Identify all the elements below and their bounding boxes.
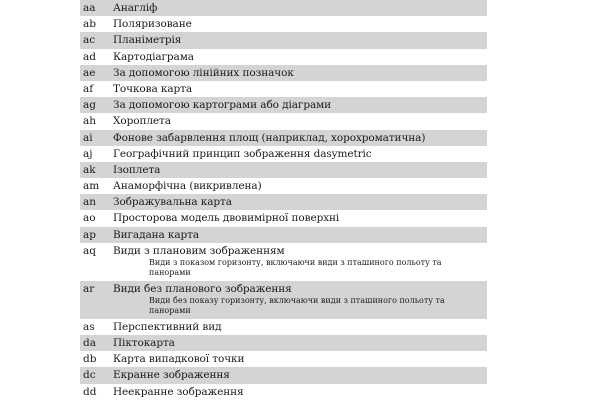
table-row [80,146,487,162]
row-note: Види з показом горизонту, включаючи види з пташиного польоту та панорами [149,257,442,278]
row-code: db [83,353,97,366]
table-row [80,210,487,226]
table-row [80,81,487,97]
table-row [80,384,487,400]
row-code: ao [83,212,96,225]
row-label: За допомогою лінійних позначок [113,66,294,79]
table-row [80,243,487,281]
table-row [80,32,487,48]
row-code: ai [83,131,93,144]
row-code: an [83,196,97,209]
row-code: ak [83,163,96,176]
row-label: Зображувальна карта [113,196,232,209]
row-label: Планіметрія [113,34,182,47]
row-label: Хороплета [113,115,171,128]
row-code: ae [83,66,96,79]
code-table [80,0,487,400]
row-note: Види без показу горизонту, включаючи види з пташиного польоту та панорами [149,295,445,316]
row-code: dc [83,369,96,382]
row-label: Анагліф [113,2,158,14]
row-label: Поляризоване [113,18,192,31]
table-row [80,65,487,81]
row-label: Екранне зображення [113,369,230,382]
table-row [80,178,487,194]
row-label: Ізоплета [113,163,161,176]
row-code: as [83,320,95,333]
table-row [80,281,487,319]
table-row [80,162,487,178]
table-row [80,367,487,383]
row-code: dd [83,385,97,398]
row-code: ad [83,50,96,63]
table-row [80,49,487,65]
row-code: ah [83,115,97,128]
table-row [80,97,487,113]
table-row [80,130,487,146]
row-code: af [83,82,94,95]
row-code: aq [83,244,96,257]
row-label: Неекранне зображення [113,385,244,398]
row-label: Просторова модель двовимірної поверхні [113,212,340,225]
row-label: Види з плановим зображенням [113,244,285,257]
row-code: ab [83,18,96,31]
row-label: За допомогою картограми або діаграми [113,99,332,112]
row-code: ap [83,228,96,241]
row-code: ar [83,282,95,295]
row-code: da [83,337,96,349]
row-label: Картодіаграма [113,50,194,63]
row-label: Анаморфічна (викривлена) [113,180,262,193]
row-code: aj [83,147,93,160]
table-row [80,335,487,351]
table-row [80,227,487,243]
table-row [80,194,487,210]
row-label: Піктокарта [113,337,175,349]
table-row [80,113,487,129]
row-code: aa [83,2,96,14]
row-label: Фонове забарвлення площ (наприклад, хорохроматична) [113,131,426,144]
row-code: ac [83,34,96,47]
row-label: Географічний принцип зображення dasymetric [113,147,372,160]
table-row [80,351,487,367]
row-label: Карта випадкової точки [113,353,245,366]
table-row [80,319,487,335]
table-row [80,0,487,16]
table-row [80,16,487,32]
row-label: Види без планового зображення [113,282,292,295]
row-label: Перспективний вид [113,320,222,333]
row-code: am [83,180,100,193]
row-code: ag [83,99,96,112]
row-label: Вигадана карта [113,228,200,241]
row-label: Точкова карта [113,82,192,95]
